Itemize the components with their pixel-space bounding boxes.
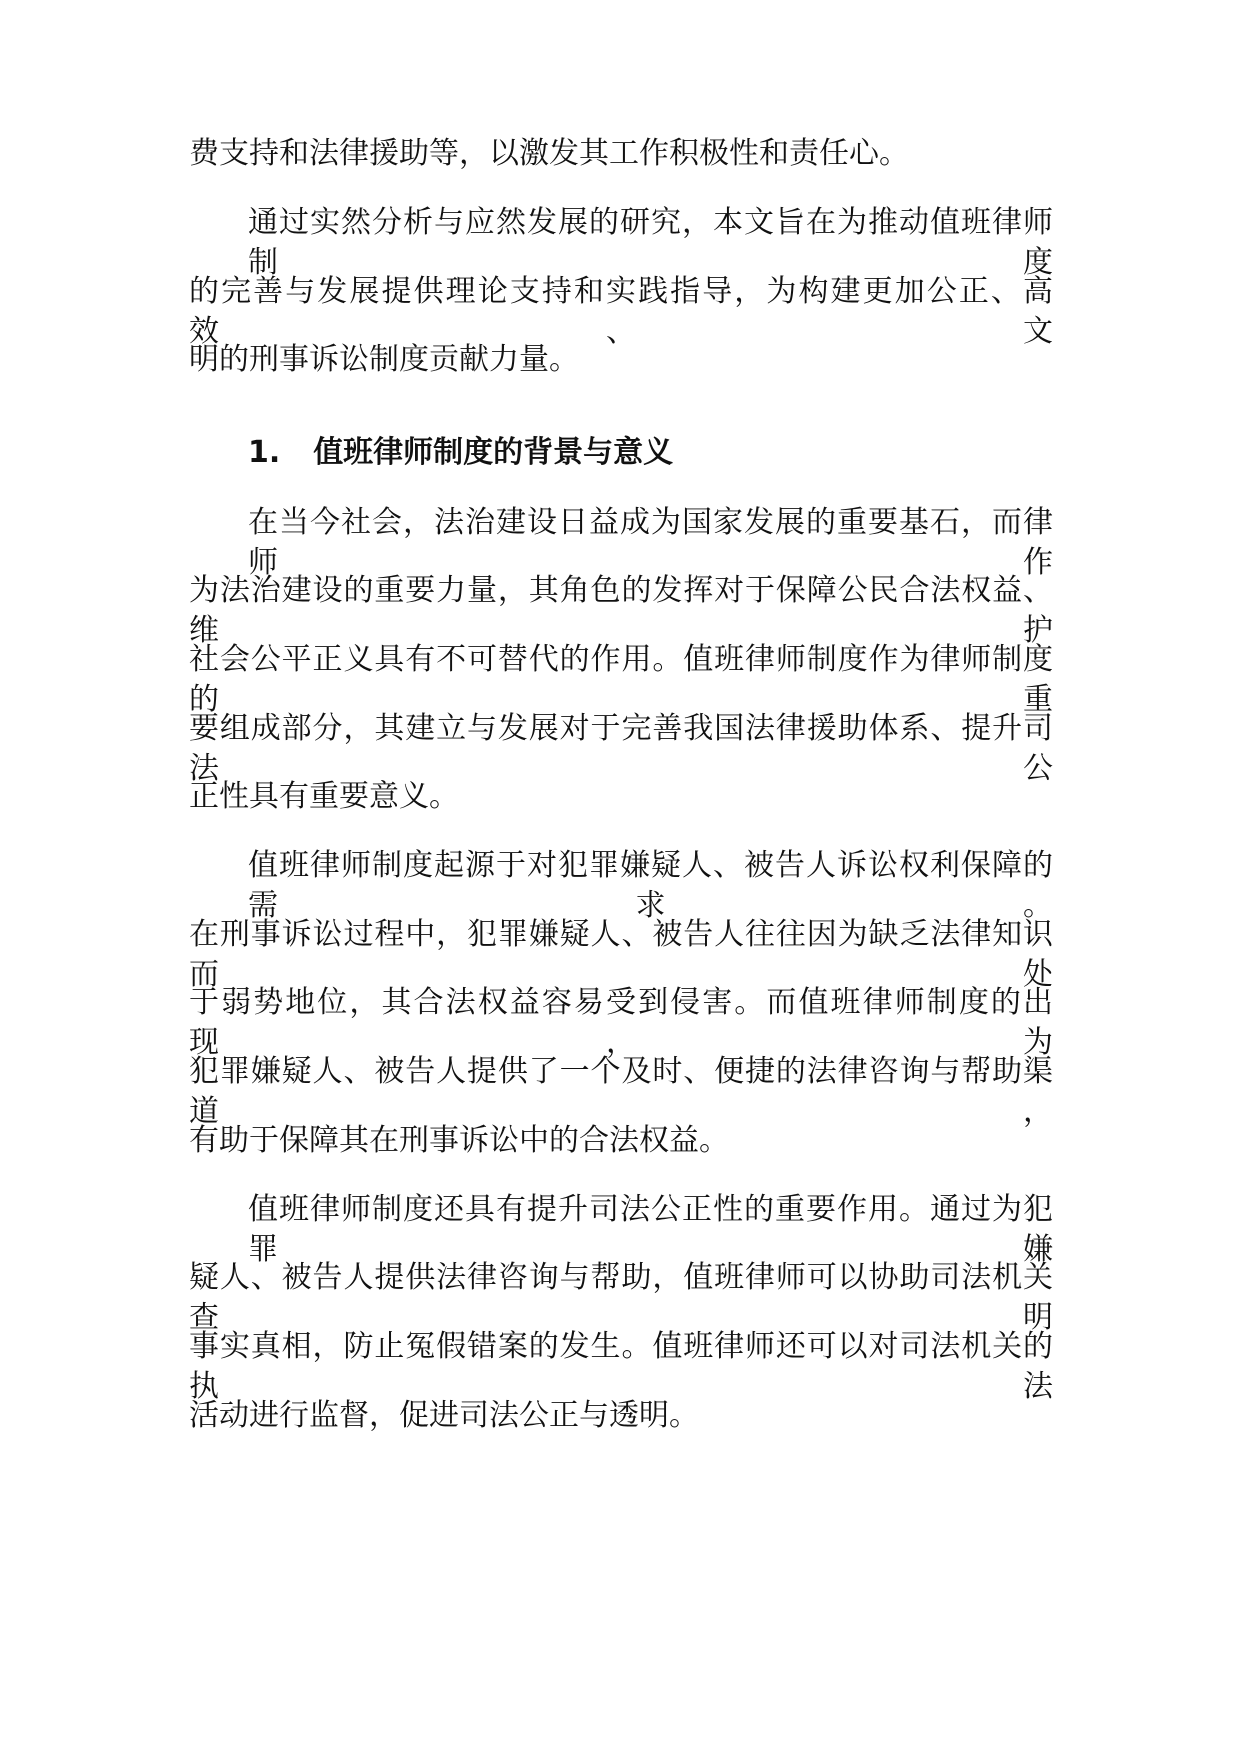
paragraph-line: 在刑事诉讼过程中，犯罪嫌疑人、被告人往往因为缺乏法律知识而处 bbox=[189, 917, 1053, 992]
paragraph-line: 在当今社会，法治建设日益成为国家发展的重要基石，而律师作 bbox=[248, 505, 1053, 580]
paragraph-line: 要组成部分，其建立与发展对于完善我国法律援助体系、提升司法公 bbox=[189, 711, 1053, 786]
paragraph-line: 的完善与发展提供理论支持和实践指导，为构建更加公正、高效、文 bbox=[189, 274, 1053, 349]
paragraph-line: 明的刑事诉讼制度贡献力量。 bbox=[189, 342, 579, 377]
paragraph-line: 正性具有重要意义。 bbox=[189, 779, 459, 814]
section-heading bbox=[248, 433, 1112, 473]
paragraph-line: 值班律师制度起源于对犯罪嫌疑人、被告人诉讼权利保障的需求。 bbox=[248, 848, 1053, 923]
section-title: 值班律师制度的背景与意义 bbox=[313, 435, 674, 470]
paragraph-line: 费支持和法律援助等，以激发其工作积极性和责任心。 bbox=[189, 136, 909, 171]
paragraph-line: 为法治建设的重要力量，其角色的发挥对于保障公民合法权益、维护 bbox=[189, 573, 1053, 648]
paragraph-line: 活动进行监督，促进司法公正与透明。 bbox=[189, 1398, 699, 1433]
paragraph-line: 社会公平正义具有不可替代的作用。值班律师制度作为律师制度的重 bbox=[189, 642, 1053, 717]
section-number: 1. bbox=[248, 435, 281, 470]
paragraph-line: 通过实然分析与应然发展的研究，本文旨在为推动值班律师制度 bbox=[248, 205, 1053, 280]
paragraph-line: 疑人、被告人提供法律咨询与帮助，值班律师可以协助司法机关查明 bbox=[189, 1260, 1053, 1335]
paragraph-line: 于弱势地位，其合法权益容易受到侵害。而值班律师制度的出现，为 bbox=[189, 985, 1053, 1060]
paragraph-line: 犯罪嫌疑人、被告人提供了一个及时、便捷的法律咨询与帮助渠道， bbox=[189, 1054, 1053, 1129]
paragraph-line: 有助于保障其在刑事诉讼中的合法权益。 bbox=[189, 1123, 729, 1158]
paragraph-line: 事实真相，防止冤假错案的发生。值班律师还可以对司法机关的执法 bbox=[189, 1329, 1053, 1404]
paragraph-line: 值班律师制度还具有提升司法公正性的重要作用。通过为犯罪嫌 bbox=[248, 1192, 1053, 1267]
